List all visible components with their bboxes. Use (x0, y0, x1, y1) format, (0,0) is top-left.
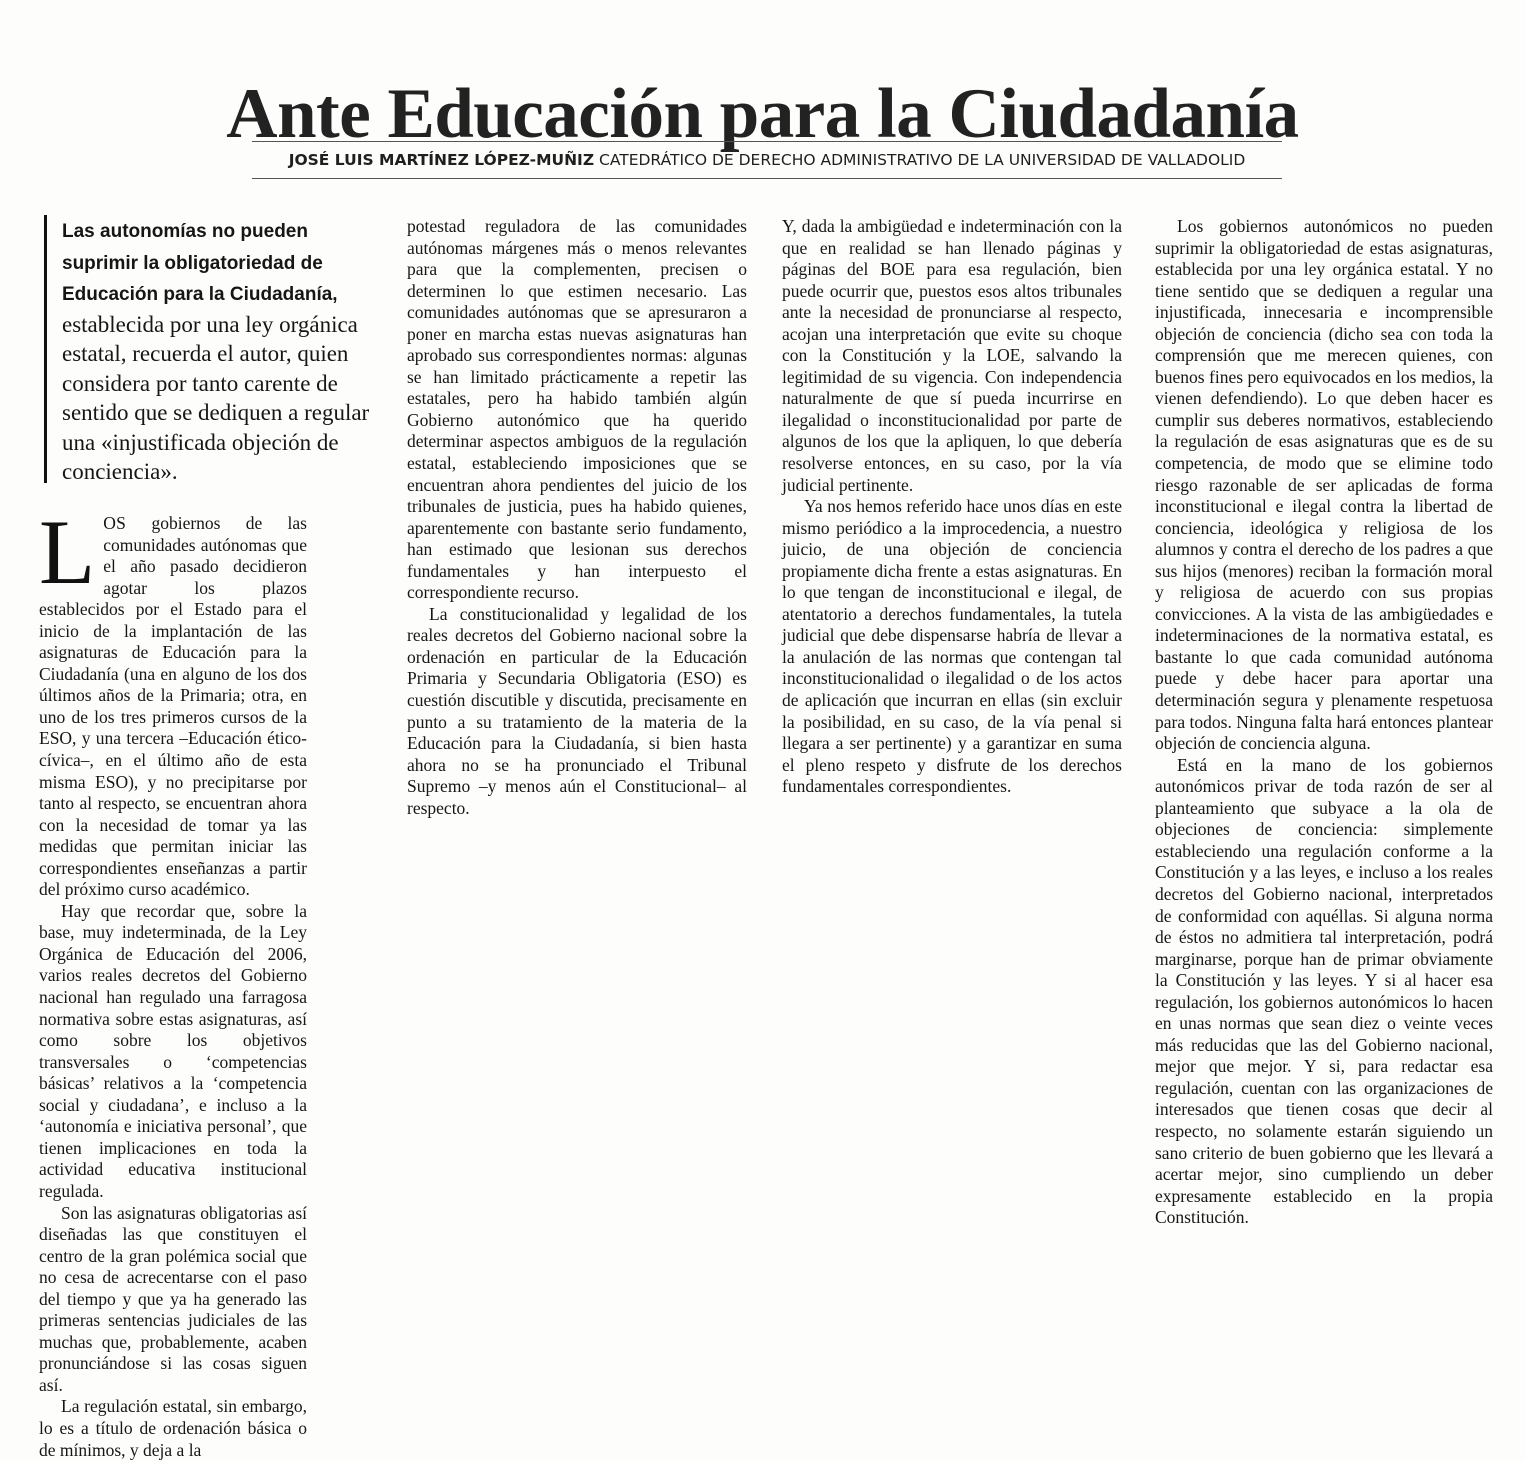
column-3 (782, 216, 1122, 798)
paragraph: Y, dada la ambigüedad e indeterminación con la que en realidad se han llenado páginas y páginas del BOE para esa regulación, bien puede ocurrir que, puestos esos altos tribunales ante la necesidad de pronunciarse al respecto, acojan una interpretación que evite su choque con la Constitución y la LOE, salvando la legitimidad de su vigencia. Con independencia naturalmente de que sí pueda incurrirse en ilegalidad o inconstitucionalidad por parte de algunos de los que la apliquen, lo que debería resolverse entonces, en su caso, por la vía judicial pertinente. (782, 216, 1122, 495)
paragraph (39, 501, 307, 901)
paragraph: Son las asignaturas obligatorias así diseñadas las que constituyen el centro de la gran polémica social que no cesa de acrecentarse con el paso del tiempo y que ya ha generado las primeras sentencias judiciales de las muchas que, probablemente, acaben pronunciándose si las cosas siguen así. (39, 1202, 307, 1395)
paragraph: potestad reguladora de las comunidades autónomas márgenes más o menos relevantes para que la complementen, precisen o determinen lo que estimen necesario. Las comunidades autónomas que se apresuraron a poner en marcha estas nuevas asignaturas han aprobado sus correspondientes normas: algunas se han limitado prácticamente a repetir las estatales, pero ha habido también algún Gobierno autonómico que ha querido determinar aspectos ambiguos de la regulación estatal, estableciendo imposiciones que se encuentran ahora pendientes del juicio de los tribunales de justicia, pues ha habido quienes, aparentemente con bastante serio fundamento, han estimado que lesionan sus derechos fundamentales y han interpuesto el correspondiente recurso. (407, 216, 747, 603)
paragraph: La constitucionalidad y legalidad de los reales decretos del Gobierno nacional sobre la ordenación en particular de la Educación Primaria y Secundaria Obligatoria (ESO) es cuestión discutible y discutida, precisamente en punto a su tratamiento de la materia de la Educación para la Ciudadanía, si bien hasta ahora no se ha pronunciado el Tribunal Supremo –y menos aún el Constitucional– al respecto. (407, 603, 747, 818)
paragraph: Está en la mano de los gobiernos autonómicos privar de toda razón de ser al planteamiento que subyace a la ola de objeciones de conciencia: simplemente estableciendo una regulación conforme a la Constitución y a las leyes, e incluso a los reales decretos del Gobierno nacional, interpretados de conformidad con aquéllas. Si alguna norma de éstos no admitiera tal interpretación, podrá marginarse, porque han de primar obviamente la Constitución y las leyes. Y si al hacer esa regulación, los gobiernos autonómicos lo hacen en unas normas que sean diez o veinte veces más reducidas que las del Gobierno nacional, mejor que mejor. Y si, para redactar esa regulación, cuentan con las organizaciones de interesados que tienen cosas que decir al respecto, no solamente estarán siguiendo un sano criterio de buen gobierno que les llevará a acertar mejor, sino cumpliendo un deber expresamente establecido en la propia Constitución. (1155, 754, 1493, 1228)
paragraph: Hay que recordar que, sobre la base, muy indeterminada, de la Ley Orgánica de Educación del 2006, varios reales decretos del Gobierno nacional han regulado una farragosa normativa sobre estas asignaturas, así como sobre los objetivos transversales o ‘competencias básicas’ relativos a la ‘competencia social y ciudadana’, e incluso a la ‘autonomía e iniciativa personal’, que tienen implicaciones en toda la actividad educativa institucional regulada. (39, 900, 307, 1201)
paragraph-text: gobiernos de las comunidades autónomas que el año pasado decidieron agotar los plazos establecidos por el Estado para el inicio de la implantación de las asignaturas de Educación para la Ciudadanía (una en alguno de los dos últimos años de la Primaria; otra, en uno de los tres primeros cursos de la ESO, y una tercera –Educación ético-cívica–, en el último año de esta misma ESO), y no precipitarse por tanto al respecto, se encuentran ahora con la necesidad de tomar ya las medidas que permitan iniciar las correspondientes enseñanzas a partir del próximo curso académico. (39, 513, 307, 900)
article-title: Ante Educación para la Ciudadanía (226, 74, 1299, 153)
standfirst-lead: Las autonomías no pueden suprimir la obligatoriedad de Educación para la Ciudadanía, (62, 221, 338, 305)
standfirst-text (47, 215, 377, 487)
author-role: CATEDRÁTICO DE DERECHO ADMINISTRATIVO DE LA UNIVERSIDAD DE VALLADOLID (599, 151, 1246, 169)
paragraph: La regulación estatal, sin embargo, lo es a título de ordenación básica o de mínimos, y deja a la (39, 1396, 307, 1460)
standfirst (44, 215, 377, 483)
drop-cap: L (39, 501, 96, 603)
paragraph: Ya nos hemos referido hace unos días en este mismo periódico a la improcedencia, a nuestro juicio, de una objeción de conciencia propiamente dicha frente a estas asignaturas. En lo que tengan de inconstitucional e ilegal, de atentatorio a derechos fundamentales, la tutela judicial que debe dispensarse habría de llevar a la anulación de las normas que contengan tal inconstitucionalidad o ilegalidad o de los actos de aplicación que incurran en ellas (sin excluir la posibilidad, en su caso, de la vía penal si llegara a ser pertinente) y a garantizar en suma el pleno respeto y disfrute de los derechos fundamentales correspondientes. (782, 496, 1122, 797)
byline (252, 148, 1282, 172)
byline-top-rule (252, 141, 1282, 142)
standfirst-rest: establecida por una ley orgánica estatal, recuerda el autor, quien considera por tanto carente de sentido que se dediquen a regular una «injustificada objeción de conciencia». (62, 311, 370, 484)
author-name: JOSÉ LUIS MARTÍNEZ LÓPEZ-MUÑIZ (288, 151, 595, 169)
first-word: OS (103, 513, 127, 533)
column-1 (39, 501, 307, 1461)
paragraph: Los gobiernos autonómicos no pueden suprimir la obligatoriedad de estas asignaturas, establecida por una ley orgánica estatal. Y no tiene sentido que se dediquen a regular una injustificada, innecesaria e incomprensible objeción de conciencia (dicho sea con toda la comprensión que me merecen quienes, con buenos fines pero equivocados en los medios, la vienen defendiendo). Lo que deben hacer es cumplir sus deberes normativos, estableciendo la regulación de esas asignaturas que es de su competencia, de modo que se elimine todo riesgo razonable de ser aplicadas de forma inconstitucional e ilegal contra la libertad de conciencia, ideológica y religiosa de los alumnos y contra el derecho de los padres a que sus hijos (menores) reciban la formación moral y religiosa de acuerdo con sus propias convicciones. A la vista de las ambigüedades e indeterminaciones de la normativa estatal, es bastante lo que cada comunidad autónoma puede y debe hacer para aportar una determinación segura y plenamente respetuosa para todos. Ninguna falta hará entonces plantear objeción de conciencia alguna. (1155, 216, 1493, 754)
column-4 (1155, 216, 1493, 1229)
column-2 (407, 216, 747, 819)
byline-bottom-rule (252, 178, 1282, 179)
